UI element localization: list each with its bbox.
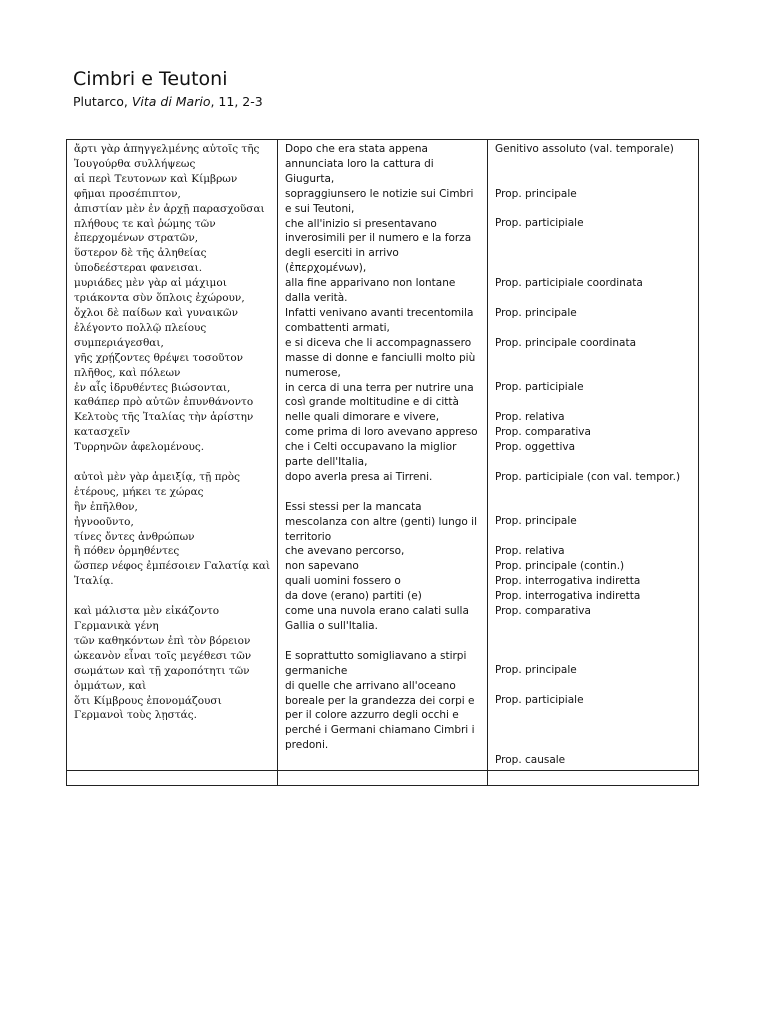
analysis-line: Prop. causale [495, 753, 566, 766]
empty-cell [488, 770, 699, 785]
translation-line: sopraggiunsero le notizie sui Cimbri e sui Teutoni, [285, 187, 474, 215]
greek-line: ὄχλοι δὲ παίδων καὶ γυναικῶν ἐλέγοντο πολλῷ πλείους συμπεριάγεσθαι, [74, 306, 238, 349]
translation-line: quali uomini fossero o [285, 575, 401, 588]
translation-line: come prima di loro avevano appreso che i Celti occupavano la miglior parte dell'Italia, [285, 426, 478, 469]
analysis-line: Prop. relativa [495, 411, 565, 424]
analysis-line: Prop. principale coordinata [495, 336, 637, 349]
greek-line: ἐν αἷς ἱδρυθέντες βιώσονται, [74, 381, 231, 394]
analysis-line [495, 634, 692, 649]
syntax-analysis-cell [488, 140, 699, 771]
analysis-line [495, 500, 692, 515]
empty-cell [278, 770, 488, 785]
greek-line: αὐτοὶ μὲν γὰρ ἀμειξίᾳ, τῇ πρὸς ἑτέρους, μήκει τε χώρας [74, 470, 240, 498]
greek-line: γῆς χρῄζοντες θρέψει τοσοῦτον πλῆθος, καὶ πόλεων [74, 351, 244, 379]
analysis-line [495, 321, 692, 336]
source-reference: , 11, 2-3 [210, 94, 263, 109]
analysis-line: Prop. interrogativa indiretta [495, 575, 641, 588]
translation-line: di quelle che arrivano all'oceano boreale per la grandezza dei corpi e per il colore azzurro degli occhi e [285, 679, 475, 722]
analysis-line [495, 291, 692, 306]
analysis-line [495, 246, 692, 261]
translation-line: alla fine apparivano non lontane dalla verità. [285, 277, 456, 305]
translation-line: che all'inizio si presentavano inverosimili per il numero e la forza degli eserciti in arrivo (ἐπερχομένων), [285, 217, 472, 275]
analysis-line [495, 738, 692, 753]
analysis-line: Genitivo assoluto (val. temporale) [495, 143, 674, 155]
analysis-line: Prop. relativa [495, 545, 565, 558]
greek-line: ὕστερον δὲ τῆς ἀληθείας ὑποδεέστεραι φανεισαι. [74, 247, 207, 275]
analysis-line: Prop. comparativa [495, 604, 591, 617]
translation-line: perché i Germani chiamano Cimbri i predoni. [285, 724, 475, 752]
translation-line: non sapevano [285, 560, 359, 573]
greek-line: ἢ πόθεν ὁρμηθέντες [74, 545, 180, 558]
analysis-line: Prop. oggettiva [495, 440, 576, 453]
analysis-line: Prop. participiale [495, 217, 584, 230]
greek-line: Τυρρηνῶν ἀφελομένους. [74, 441, 205, 454]
document-source [73, 94, 263, 109]
translation-line: Essi stessi per la mancata mescolanza con altre (genti) lungo il territorio [285, 500, 478, 543]
analysis-line [495, 723, 692, 738]
analysis-line [495, 157, 692, 172]
analysis-line: Prop. participiale (con val. tempor.) [495, 470, 681, 483]
analysis-line [495, 619, 692, 634]
analysis-line [495, 485, 692, 500]
analysis-line: Prop. interrogativa indiretta [495, 589, 641, 602]
analysis-line [495, 351, 692, 366]
analysis-line [495, 529, 692, 544]
analysis-table [66, 139, 699, 786]
analysis-line [495, 365, 692, 380]
greek-text-cell [67, 140, 278, 771]
translation-line: Dopo che era stata appena annunciata loro la cattura di Giugurta, [285, 143, 434, 185]
greek-line: αἱ περὶ Τευτονων καὶ Κίμβρων φῆμαι προσέπιπτον, [74, 172, 238, 200]
analysis-line: Prop. principale [495, 664, 577, 677]
analysis-line [495, 202, 692, 217]
italian-translation-cell [278, 140, 488, 771]
translation-line: nelle quali dimorare e vivere, [285, 411, 440, 424]
translation-line: dopo averla presa ai Tirreni. [285, 470, 433, 483]
source-work: Vita di Mario [131, 94, 211, 109]
analysis-line [495, 261, 692, 276]
line-gap [285, 485, 481, 500]
source-author: Plutarco, [73, 94, 132, 109]
greek-line: καὶ μάλιστα μὲν εἰκάζοντο Γερμανικὰ γένη [74, 605, 220, 632]
greek-line: ἠγνοοῦντο, [74, 515, 134, 528]
analysis-line: Prop. participiale [495, 694, 584, 707]
greek-line: ἄρτι γὰρ ἀπηγγελμένης αὐτοῖς τῆς Ἰουγούρθα συλλήψεως [74, 143, 260, 170]
line-gap [285, 634, 481, 649]
table-row [67, 140, 699, 771]
translation-line: e si diceva che li accompagnassero masse di donne e fanciulli molto più numerose, [285, 336, 476, 379]
analysis-line [495, 455, 692, 470]
analysis-line: Prop. principale (contin.) [495, 560, 625, 573]
line-gap [74, 589, 271, 604]
analysis-line: Prop. principale [495, 187, 577, 200]
translation-line: E soprattutto somigliavano a stirpi germaniche [285, 649, 467, 677]
translation-line: Infatti venivano avanti trecentomila combattenti armati, [285, 306, 474, 334]
analysis-line: Prop. principale [495, 306, 577, 319]
analysis-line [495, 649, 692, 664]
analysis-line [495, 395, 692, 410]
analysis-line: Prop. comparativa [495, 426, 591, 439]
analysis-line: Prop. principale [495, 515, 577, 528]
analysis-line: Prop. participiale coordinata [495, 277, 643, 290]
document-title: Cimbri e Teutoni [73, 68, 228, 90]
greek-line: ὅτι Κίμβρους ἐπονομάζουσι Γερμανοὶ τοὺς λῃστάς. [74, 694, 222, 722]
table-row-empty [67, 770, 699, 785]
greek-line: ὥσπερ νέφος ἐμπέσοιεν Γαλατίᾳ καὶ Ἰταλίᾳ. [74, 560, 271, 588]
greek-line: καθάπερ πρὸ αὐτῶν ἐπυνθάνοντο Κελτοὺς τῆς Ἰταλίας τὴν ἀρίστην κατασχεῖν [74, 396, 254, 439]
analysis-line [495, 708, 692, 723]
analysis-line [495, 231, 692, 246]
analysis-line: Prop. participiale [495, 381, 584, 394]
analysis-line [495, 678, 692, 693]
greek-line: τῶν καθηκόντων ἐπὶ τὸν βόρειον ὠκεανὸν εἶναι τοῖς μεγέθεσι τῶν σωμάτων καὶ τῇ χαροπότητι τῶν ὀμμάτων, καὶ [74, 634, 252, 692]
greek-line: ἀπιστίαν μὲν ἐν ἀρχῇ παρασχοῦσαι πλήθους τε καὶ ῥώμης τῶν ἐπερχομένων στρατῶν, [74, 202, 265, 245]
translation-line: da dove (erano) partiti (e) [285, 590, 422, 603]
translation-line: in cerca di una terra per nutrire una così grande moltitudine e di città [285, 381, 474, 409]
translation-line: come una nuvola erano calati sulla Gallia o sull'Italia. [285, 605, 469, 632]
greek-line: τίνες ὄντες ἀνθρώπων [74, 530, 195, 543]
greek-line: ἣν ἐπῆλθον, [74, 500, 138, 513]
line-gap [74, 455, 271, 470]
empty-cell [67, 770, 278, 785]
translation-line: che avevano percorso, [285, 545, 405, 558]
greek-line: μυριάδες μὲν γὰρ αἱ μάχιμοι τριάκοντα σὺν ὅπλοις ἐχώρουν, [74, 277, 245, 305]
analysis-line [495, 172, 692, 187]
